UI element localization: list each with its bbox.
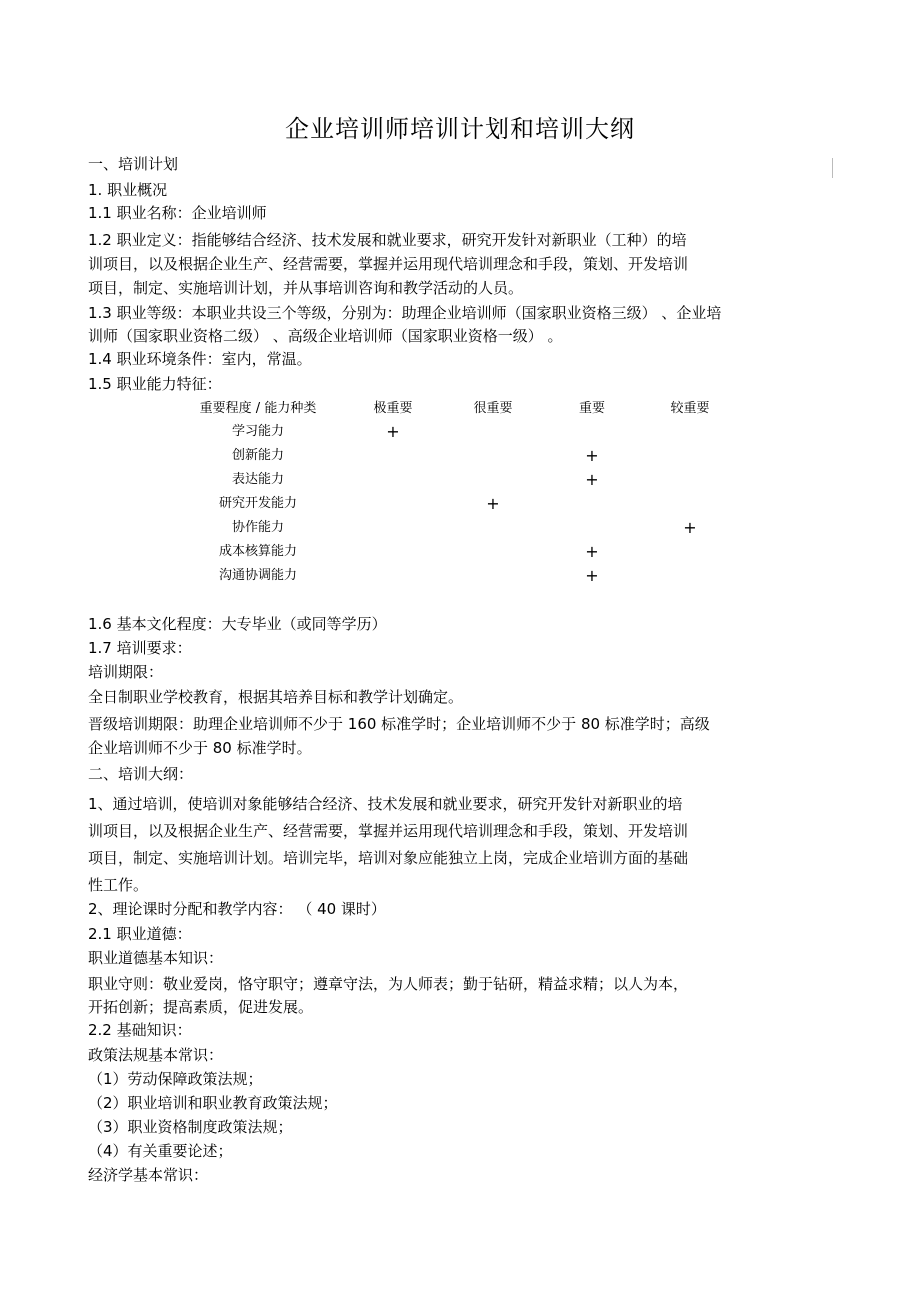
header-level-3: 重要 bbox=[578, 401, 606, 416]
text-line: 训项目，以及根据企业生产、经营需要，掌握并运用现代培训理念和手段，策划、开发培训 bbox=[88, 822, 689, 840]
ability-table-header bbox=[0, 398, 920, 420]
header-level-1: 极重要 bbox=[373, 401, 413, 416]
importance-mark: + bbox=[683, 518, 697, 537]
text-line: 2.2 基础知识： bbox=[88, 1021, 192, 1039]
text-line: （2）职业培训和职业教育政策法规； bbox=[88, 1094, 338, 1112]
ability-name: 学习能力 bbox=[231, 424, 285, 439]
text-line: 培训期限： bbox=[88, 663, 164, 681]
text-line: 晋级培训期限：助理企业培训师不少于 160 标准学时；企业培训师不少于 80 标准学时；高级 bbox=[88, 715, 710, 733]
text-line: 全日制职业学校教育，根据其培养目标和教学计划确定。 bbox=[88, 688, 464, 706]
ability-row bbox=[0, 421, 920, 443]
text-line: 经济学基本常识： bbox=[88, 1166, 209, 1184]
ability-row bbox=[0, 517, 920, 539]
ability-name: 沟通协调能力 bbox=[218, 568, 298, 583]
text-line: 项目，制定、实施培训计划。培训完毕，培训对象应能独立上岗，完成企业培训方面的基础 bbox=[88, 849, 689, 867]
text-line: 职业守则：敬业爱岗，恪守职守；遵章守法，为人师表；勤于钻研，精益求精；以人为本， bbox=[88, 975, 689, 993]
document-title: 企业培训师培训计划和培训大纲 bbox=[285, 115, 635, 143]
ability-name: 成本核算能力 bbox=[218, 544, 298, 559]
text-line: 1、通过培训，使培训对象能够结合经济、技术发展和就业要求，研究开发针对新职业的培 bbox=[88, 795, 683, 813]
text-line: 二、培训大纲： bbox=[88, 765, 194, 783]
ability-row bbox=[0, 445, 920, 467]
text-line: 职业道德基本知识： bbox=[88, 949, 224, 967]
header-category: 重要程度 / 能力种类 bbox=[199, 401, 317, 416]
text-line: 1.3 职业等级：本职业共设三个等级，分别为：助理企业培训师（国家职业资格三级） 、企业培 bbox=[88, 304, 722, 322]
ability-row bbox=[0, 541, 920, 563]
ability-name: 创新能力 bbox=[231, 448, 285, 463]
ability-row bbox=[0, 469, 920, 491]
importance-mark: + bbox=[585, 470, 599, 489]
importance-mark: + bbox=[585, 542, 599, 561]
ability-name: 研究开发能力 bbox=[218, 496, 298, 511]
text-line: 项目，制定、实施培训计划，并从事培训咨询和教学活动的人员。 bbox=[88, 279, 524, 297]
text-line: 1.1 职业名称：企业培训师 bbox=[88, 204, 267, 222]
ability-row bbox=[0, 493, 920, 515]
importance-mark: + bbox=[486, 494, 500, 513]
ability-name: 协作能力 bbox=[231, 520, 285, 535]
text-line: 1. 职业概况 bbox=[88, 181, 168, 199]
text-line: 1.5 职业能力特征： bbox=[88, 375, 222, 393]
text-line: 企业培训师不少于 80 标准学时。 bbox=[88, 739, 312, 757]
text-line: （1）劳动保障政策法规； bbox=[88, 1070, 263, 1088]
header-level-4: 较重要 bbox=[670, 401, 710, 416]
importance-mark: + bbox=[585, 446, 599, 465]
text-line: 开拓创新；提高素质，促进发展。 bbox=[88, 998, 314, 1016]
header-level-2: 很重要 bbox=[473, 401, 513, 416]
importance-mark: + bbox=[386, 422, 400, 441]
text-line: 1.7 培训要求： bbox=[88, 639, 192, 657]
text-line: 2、理论课时分配和教学内容： （ 40 课时） bbox=[88, 900, 386, 918]
text-line: 一、培训计划 bbox=[88, 155, 179, 173]
text-line: 训项目，以及根据企业生产、经营需要，掌握并运用现代培训理念和手段，策划、开发培训 bbox=[88, 255, 689, 273]
ability-name: 表达能力 bbox=[231, 472, 285, 487]
text-line: （3）职业资格制度政策法规； bbox=[88, 1118, 293, 1136]
text-line: 1.4 职业环境条件：室内，常温。 bbox=[88, 350, 312, 368]
text-line: 政策法规基本常识： bbox=[88, 1046, 224, 1064]
edge-mark bbox=[832, 158, 833, 178]
ability-row bbox=[0, 565, 920, 587]
text-line: 1.2 职业定义：指能够结合经济、技术发展和就业要求，研究开发针对新职业（工种）的培 bbox=[88, 231, 687, 249]
importance-mark: + bbox=[585, 566, 599, 585]
text-line: 性工作。 bbox=[88, 876, 149, 894]
text-line: 1.6 基本文化程度：大专毕业（或同等学历） bbox=[88, 615, 387, 633]
text-line: （4）有关重要论述； bbox=[88, 1142, 233, 1160]
text-line: 2.1 职业道德： bbox=[88, 925, 192, 943]
text-line: 训师（国家职业资格二级） 、高级企业培训师（国家职业资格一级） 。 bbox=[88, 327, 563, 345]
